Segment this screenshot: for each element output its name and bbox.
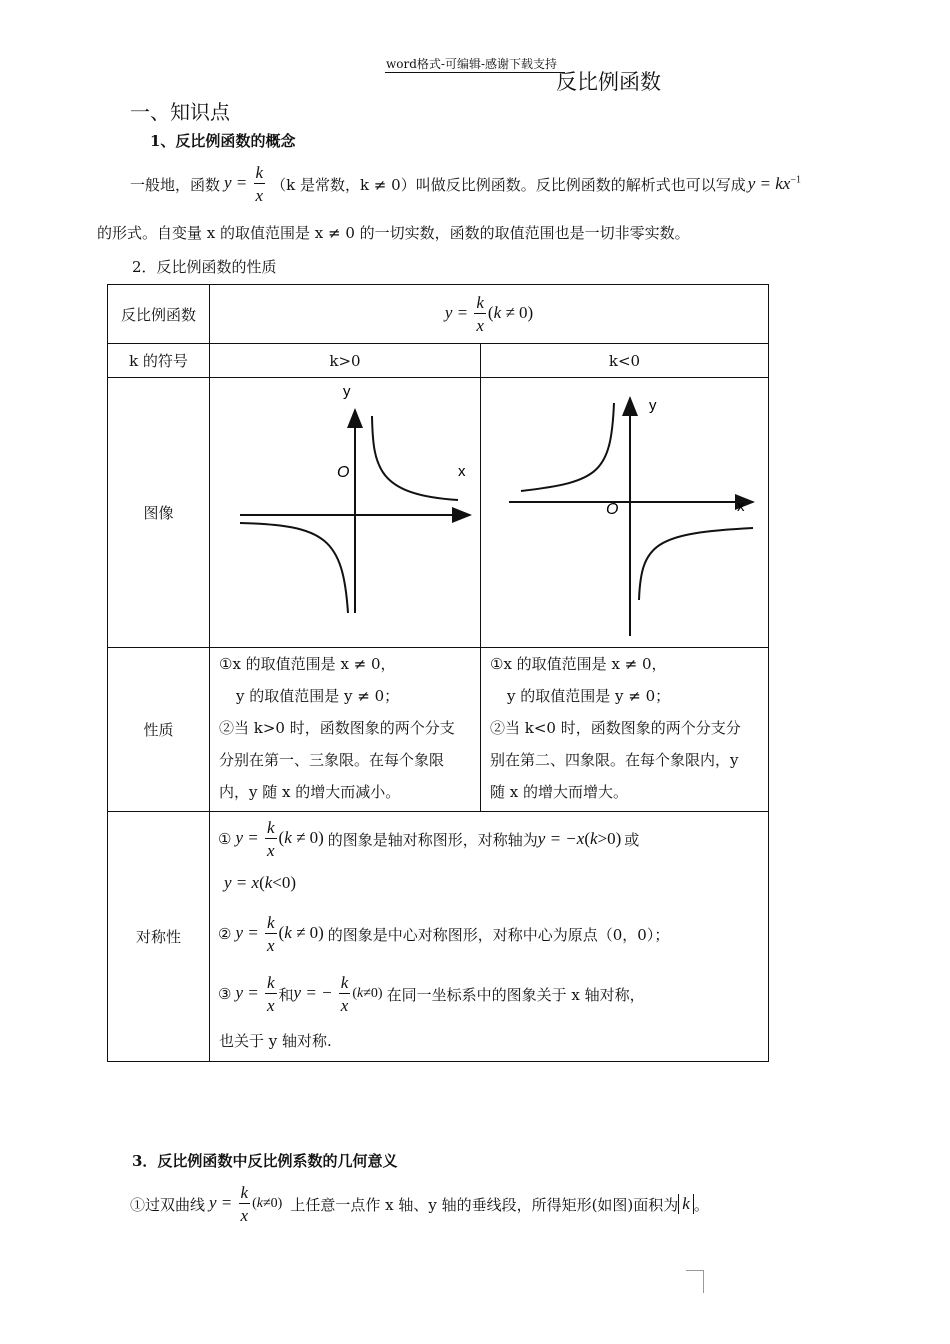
page-corner-mark xyxy=(686,1270,704,1293)
origin-label: O xyxy=(606,501,619,518)
x-axis-label: x xyxy=(737,498,745,515)
row-label-symmetry: 对称性 xyxy=(108,812,210,1062)
prop-line: y 的取值范围是 y ≠ 0； xyxy=(236,687,400,705)
branch-quadrant-3 xyxy=(240,523,348,613)
concept-text-mid: （k 是常数，k ≠ 0）叫做反比例函数。反比例函数的解析式也可以写成 xyxy=(271,175,746,194)
k-negative-header: k<0 xyxy=(481,344,769,378)
subsection-concept: 1、反比例函数的概念 xyxy=(150,132,296,150)
prop-line: 别在第二、四象限。在每个象限内，y xyxy=(490,751,739,769)
formula-y-k-over-x: y = $\frac{k}{x}$ xyxy=(224,163,264,205)
section-heading: 一、知识点 xyxy=(130,100,230,124)
row-label-graph: 图像 xyxy=(108,378,210,648)
symmetry-item-3: ③ y = $\frac{k}{x}$ 和 y = − $\frac{k}{x}$ (k≠0) 在同一坐标系中的图象关于 x 轴对称， xyxy=(218,973,645,1015)
concept-line1 xyxy=(130,160,801,208)
section3-heading: 3．反比例函数中反比例系数的几何意义 xyxy=(132,1152,398,1170)
origin-label: O xyxy=(337,464,350,481)
branch-quadrant-1 xyxy=(372,416,458,500)
hyperbola-k-positive-graph xyxy=(210,378,480,643)
function-formula-cell: y = $\frac{k}{x}$ (k ≠ 0) xyxy=(210,285,769,344)
graph-k-positive xyxy=(210,378,481,648)
concept-line2: 的形式。自变量 x 的取值范围是 x ≠ 0 的一切实数，函数的取值范围也是一切非零实数。 xyxy=(97,224,690,242)
watermark-text: word格式-可编辑-感谢下载支持 xyxy=(386,57,558,71)
prop-line: ①x 的取值范围是 x ≠ 0， xyxy=(490,655,667,673)
section3-paragraph: ①过双曲线 y = $\frac{k}{x}$ (k≠0) 上任意一点作 x 轴、y 轴的垂线段，所得矩形(如图)面积为 k 。 xyxy=(130,1183,709,1225)
symmetry-item-1: ① y = $\frac{k}{x}$ (k ≠ 0) 的图象是轴对称图形，对称轴为 y = −x(k>0) 或 xyxy=(218,818,640,860)
formula-kx-inverse: $y = kx^{-1}$ xyxy=(747,174,801,193)
properties-k-negative xyxy=(481,648,769,812)
prop-line: 随 x 的增大而增大。 xyxy=(490,783,628,801)
row-label-function: 反比例函数 xyxy=(108,285,210,344)
graph-k-negative xyxy=(481,378,769,648)
x-axis-label: x xyxy=(458,463,466,480)
k-positive-header: k>0 xyxy=(210,344,481,378)
y-axis-label: y xyxy=(649,397,657,414)
prop-line: ①x 的取值范围是 x ≠ 0， xyxy=(219,655,396,673)
symmetry-item-3-tail: 也关于 y 轴对称. xyxy=(219,1032,332,1050)
prop-line: 分别在第一、三象限。在每个象限 xyxy=(219,751,445,769)
properties-k-positive xyxy=(210,648,481,812)
subsection-properties: 2．反比例函数的性质 xyxy=(132,258,277,276)
prop-line: ②当 k<0 时，函数图象的两个分支分 xyxy=(490,719,741,737)
row-label-sign: k 的符号 xyxy=(108,344,210,378)
separator-line xyxy=(385,72,565,73)
symmetry-cell xyxy=(210,812,769,1062)
y-axis-label: y xyxy=(343,383,351,400)
concept-text-pre: 一般地，函数 xyxy=(130,175,221,194)
prop-line: y 的取值范围是 y ≠ 0； xyxy=(507,687,671,705)
properties-table xyxy=(107,284,769,1062)
branch-quadrant-4 xyxy=(639,528,753,600)
branch-quadrant-2 xyxy=(521,403,614,491)
prop-line: ②当 k>0 时，函数图象的两个分支 xyxy=(219,719,455,737)
hyperbola-k-negative-graph xyxy=(481,378,768,643)
row-label-properties: 性质 xyxy=(108,648,210,812)
page-title: 反比例函数 xyxy=(556,70,661,94)
symmetry-item-2: ② y = $\frac{k}{x}$ (k ≠ 0) 的图象是中心对称图形，对称中心为原点（0，0）； xyxy=(218,913,670,955)
symmetry-axis-formula: y = x(k<0) xyxy=(224,873,297,892)
prop-line: 内，y 随 x 的增大而减小。 xyxy=(219,783,401,801)
